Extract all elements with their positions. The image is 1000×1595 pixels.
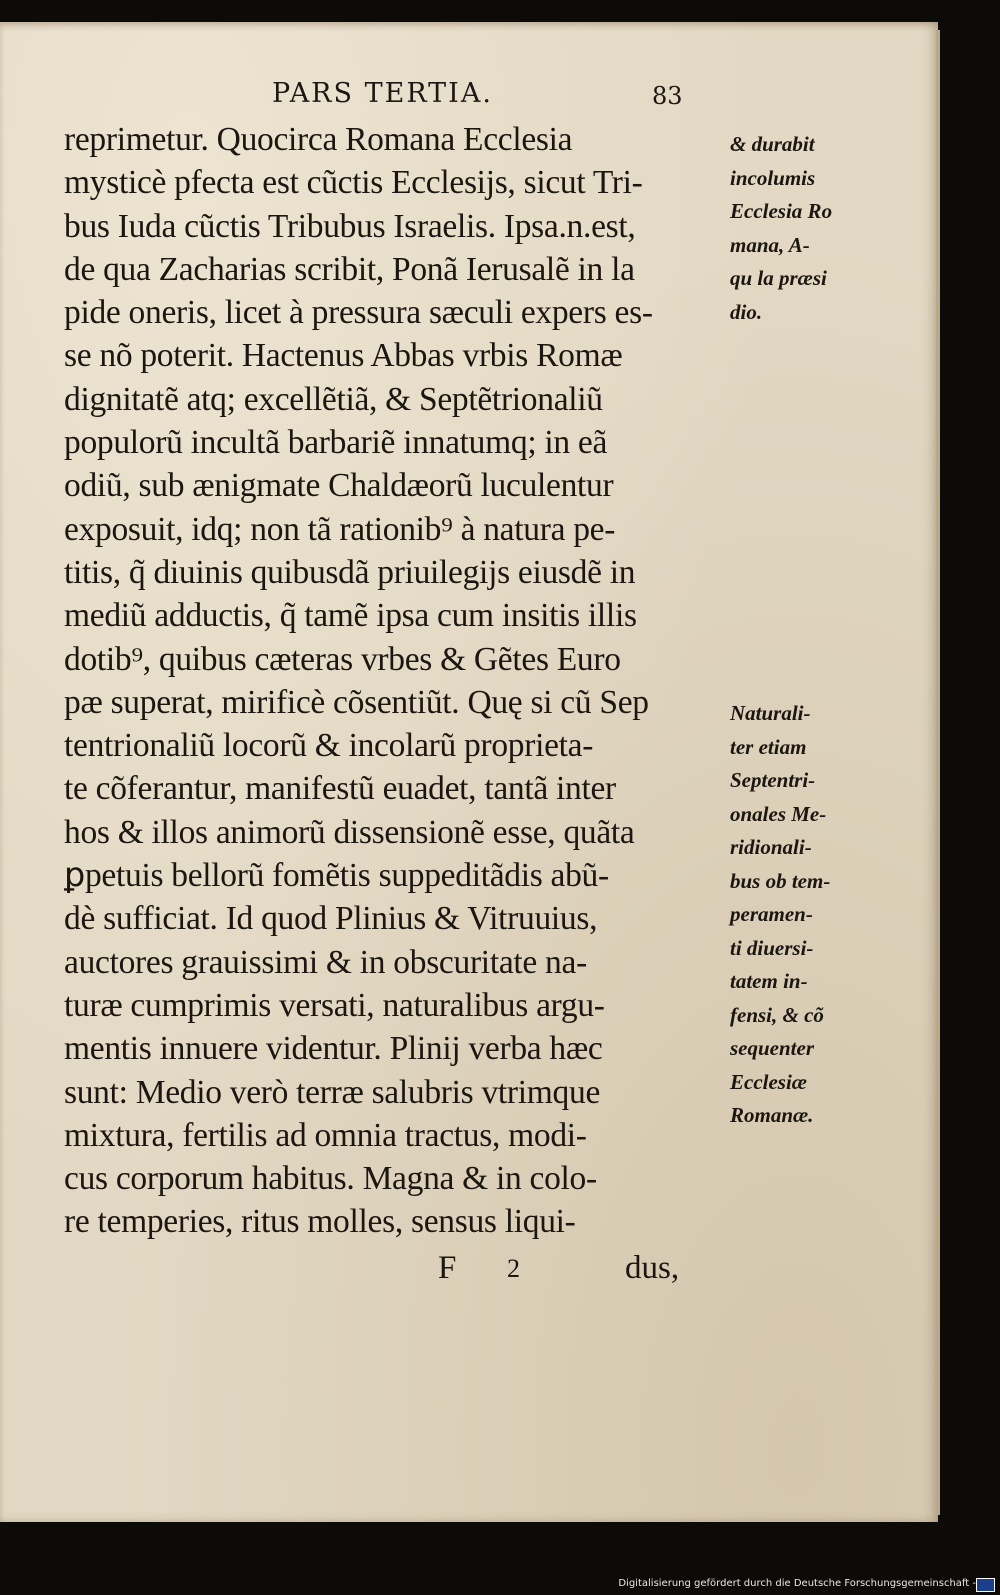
- text-line: dotib⁹, quibus cæteras vrbes & Gẽtes Euro: [64, 640, 621, 678]
- marginal-line: sequenter: [730, 1036, 814, 1060]
- marginal-line: ti diuersi-: [730, 935, 814, 960]
- text-line: te cõferantur, manifestũ euadet, tantã inter: [64, 770, 616, 808]
- page-header: [0, 78, 938, 118]
- marginal-line: qu la præsi: [730, 266, 827, 290]
- text-line: populorũ incultã barbariẽ innatumq; in eã: [64, 424, 608, 462]
- text-line: pide oneris, licet à pressura sæculi expers es-: [64, 294, 653, 332]
- marginal-line: fensi, & cõ: [730, 1002, 824, 1027]
- marginal-line: onales Me-: [730, 801, 827, 826]
- marginal-line: Ecclesia Ro: [730, 199, 833, 223]
- signature-number: 2: [507, 1254, 520, 1283]
- text-line: de qua Zacharias scribit, Ponã Ierusalẽ in la: [64, 250, 635, 288]
- text-line: titis, q̃ diuinis quibusdã priuilegijs eiusdẽ in: [64, 553, 636, 591]
- marginal-line: bus ob tem-: [730, 868, 831, 893]
- text-line: mysticè pfecta est cũctis Ecclesijs, sicut Tri-: [64, 164, 643, 202]
- text-line: dignitatẽ atq; excellẽtiã, & Septẽtrionaliũ: [64, 380, 603, 418]
- text-line: sunt: Medio verò terræ salubris vtrimque: [64, 1073, 601, 1111]
- marginal-line: incolumis: [730, 165, 816, 190]
- main-text-block: [64, 118, 714, 1244]
- catchword: dus,: [625, 1250, 680, 1286]
- text-line: se nõ poterit. Hactenus Abbas vrbis Romæ: [64, 337, 623, 375]
- digitization-credit: Digitalisierung gefördert durch die Deutsche Forschungsgemeinschaft -: [618, 1578, 976, 1589]
- text-line: bus Iuda cũctis Tribubus Israelis. Ipsa.n.est,: [64, 207, 636, 245]
- text-line: mentis innuere videntur. Plinij verba hæc: [64, 1030, 603, 1068]
- text-line: exposuit, idq; non tã rationib⁹ à natura pe-: [64, 510, 616, 548]
- marginal-line: Naturali-: [730, 701, 811, 725]
- text-line: tentrionaliũ locorũ & incolarũ proprieta-: [64, 727, 594, 765]
- marginal-line: & durabit: [730, 132, 815, 156]
- text-line: turæ cumprimis versati, naturalibus argu-: [64, 986, 605, 1024]
- marginal-line: peramen-: [730, 902, 813, 926]
- marginal-note: [730, 697, 830, 1133]
- folio-number: 83: [652, 82, 683, 110]
- text-line: ꝑpetuis bellorũ fomẽtis suppeditãdis abũ-: [64, 857, 609, 895]
- marginal-line: dio.: [730, 299, 763, 324]
- text-line: dè sufficiat. Id quod Plinius & Vitruuius,: [64, 900, 598, 938]
- text-line: cus corporum habitus. Magna & in colo-: [64, 1160, 597, 1198]
- running-head: PARS TERTIA.: [272, 78, 493, 109]
- marginal-line: Romanæ.: [730, 1103, 814, 1127]
- marginal-line: tatem in-: [730, 969, 808, 993]
- text-line: auctores grauissimi & in obscuritate na-: [64, 943, 587, 981]
- page-signature-row: [0, 1250, 938, 1295]
- marginal-line: ridionali-: [730, 835, 812, 859]
- dfg-logo-icon: [976, 1578, 995, 1592]
- text-line: odiũ, sub ænigmate Chaldæorũ luculentur: [64, 467, 614, 505]
- text-line: reprimetur. Quocirca Romana Ecclesia: [64, 121, 573, 158]
- signature-mark: F: [438, 1250, 457, 1286]
- marginal-note: [730, 128, 832, 329]
- marginal-line: Septentri-: [730, 768, 816, 792]
- marginal-line: Ecclesiæ: [730, 1069, 807, 1094]
- marginal-line: mana, A-: [730, 232, 810, 257]
- text-line: hos & illos animorũ dissensionẽ esse, quãta: [64, 813, 635, 851]
- marginal-line: ter etiam: [730, 734, 807, 759]
- text-line: pæ superat, mirificè cõsentiũt. Quę si cũ Sep: [64, 683, 649, 721]
- text-line: mediũ adductis, q̃ tamẽ ipsa cum insitis illis: [64, 597, 637, 635]
- text-line: re temperies, ritus molles, sensus liqui-: [64, 1203, 576, 1241]
- text-line: mixtura, fertilis ad omnia tractus, modi-: [64, 1116, 587, 1154]
